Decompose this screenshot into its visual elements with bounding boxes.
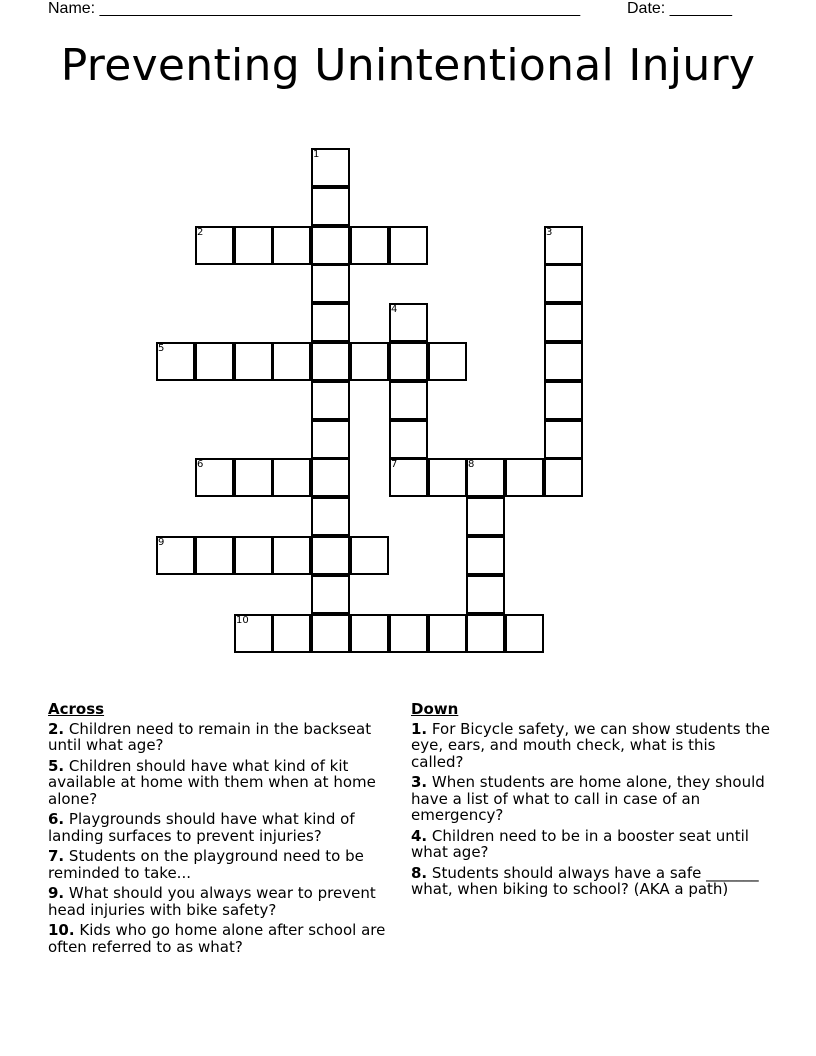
across-clue	[48, 758, 393, 808]
crossword-cell[interactable]	[466, 458, 505, 497]
crossword-cell[interactable]	[234, 614, 273, 653]
crossword-cell[interactable]	[505, 458, 544, 497]
clue-number: 4	[391, 304, 398, 315]
down-clue	[411, 774, 771, 824]
down-clue	[411, 828, 771, 861]
clue-text: Children need to be in a booster seat until what age?	[411, 826, 749, 861]
down-clue	[411, 865, 771, 898]
crossword-cell[interactable]	[389, 458, 428, 497]
clue-number: 7	[391, 459, 398, 470]
date-field[interactable]: Date: _______	[627, 0, 732, 17]
clue-number: 8	[468, 459, 475, 470]
crossword-cell[interactable]	[272, 342, 311, 381]
clue-number: 9	[158, 537, 165, 548]
clue-number-label: 4.	[411, 826, 428, 845]
clue-text: Children need to remain in the backseat until what age?	[48, 719, 372, 754]
crossword-cell[interactable]	[389, 226, 428, 265]
crossword-cell[interactable]	[234, 226, 273, 265]
clue-number-label: 8.	[411, 863, 428, 882]
crossword-cell[interactable]	[544, 303, 583, 342]
clue-text: Playgrounds should have what kind of landing surfaces to prevent injuries?	[48, 810, 355, 845]
crossword-cell[interactable]	[311, 536, 350, 575]
crossword-cell[interactable]	[234, 342, 273, 381]
crossword-cell[interactable]	[389, 381, 428, 420]
clue-number-label: 10.	[48, 921, 75, 939]
crossword-cell[interactable]	[428, 458, 467, 497]
crossword-cell[interactable]	[234, 536, 273, 575]
page-title: Preventing Unintentional Injury	[60, 40, 756, 91]
crossword-cell[interactable]	[272, 536, 311, 575]
crossword-cell[interactable]	[272, 226, 311, 265]
crossword-cell[interactable]	[195, 342, 234, 381]
clue-number: 3	[546, 227, 553, 238]
clue-text: Kids who go home alone after school are often referred to as what?	[48, 921, 386, 956]
crossword-cell[interactable]	[311, 226, 350, 265]
name-field[interactable]: Name: ______________________________________________________	[48, 0, 581, 17]
clue-number-label: 3.	[411, 773, 428, 791]
across-clue	[48, 922, 393, 955]
crossword-cell[interactable]	[311, 497, 350, 536]
clue-text: For Bicycle safety, we can show students the eye, ears, and mouth check, what is this called?	[411, 719, 770, 771]
crossword-cell[interactable]	[311, 381, 350, 420]
crossword-cell[interactable]	[311, 148, 350, 187]
crossword-cell[interactable]	[428, 342, 467, 381]
crossword-cell[interactable]	[195, 458, 234, 497]
clue-text: Students should always have a safe _______ what, when biking to school? (AKA a path)	[411, 863, 759, 898]
crossword-cell[interactable]	[311, 614, 350, 653]
clue-number: 10	[236, 615, 249, 626]
crossword-cell[interactable]	[234, 458, 273, 497]
crossword-cell[interactable]	[389, 614, 428, 653]
crossword-cell[interactable]	[389, 342, 428, 381]
clue-text: What should you always wear to prevent head injuries with bike safety?	[48, 884, 376, 919]
down-clue-list	[411, 721, 771, 898]
clue-number: 6	[197, 459, 204, 470]
clue-number-label: 6.	[48, 810, 65, 828]
crossword-cell[interactable]	[311, 575, 350, 614]
crossword-cell[interactable]	[544, 342, 583, 381]
crossword-cell[interactable]	[466, 575, 505, 614]
across-clues	[48, 701, 393, 959]
clue-number-label: 5.	[48, 756, 65, 775]
across-clue	[48, 811, 393, 844]
across-clue-list	[48, 721, 393, 956]
crossword-cell[interactable]	[466, 497, 505, 536]
crossword-cell[interactable]	[156, 536, 195, 575]
crossword-cell[interactable]	[350, 342, 389, 381]
crossword-cell[interactable]	[428, 614, 467, 653]
down-heading: Down	[411, 700, 459, 718]
clue-text: Children should have what kind of kit available at home with them when at home alone?	[48, 756, 376, 808]
crossword-cell[interactable]	[311, 420, 350, 459]
crossword-cell[interactable]	[389, 303, 428, 342]
clue-number: 2	[197, 227, 204, 238]
across-clue	[48, 885, 393, 918]
clue-number-label: 1.	[411, 719, 428, 738]
clue-text: Students on the playground need to be reminded to take...	[48, 847, 364, 882]
crossword-cell[interactable]	[272, 614, 311, 653]
crossword-cell[interactable]	[544, 420, 583, 459]
crossword-cell[interactable]	[311, 264, 350, 303]
crossword-cell[interactable]	[272, 458, 311, 497]
clue-number: 5	[158, 343, 165, 354]
across-clue	[48, 848, 393, 881]
clue-number: 1	[313, 149, 320, 160]
crossword-cell[interactable]	[544, 226, 583, 265]
crossword-cell[interactable]	[311, 458, 350, 497]
crossword-cell[interactable]	[466, 614, 505, 653]
across-heading: Across	[48, 700, 105, 718]
across-clue	[48, 721, 393, 754]
crossword-cell[interactable]	[311, 187, 350, 226]
clue-number-label: 7.	[48, 847, 65, 865]
crossword-cell[interactable]	[156, 342, 195, 381]
clue-number-label: 9.	[48, 884, 65, 902]
clue-text: When students are home alone, they should have a list of what to call in case of an emergency?	[411, 773, 765, 824]
crossword-cell[interactable]	[389, 420, 428, 459]
crossword-cell[interactable]	[350, 614, 389, 653]
down-clue	[411, 721, 771, 771]
crossword-cell[interactable]	[195, 226, 234, 265]
crossword-cell[interactable]	[505, 614, 544, 653]
crossword-cell[interactable]	[544, 381, 583, 420]
crossword-cell[interactable]	[466, 536, 505, 575]
crossword-cell[interactable]	[350, 226, 389, 265]
crossword-cell[interactable]	[311, 342, 350, 381]
down-clues	[411, 701, 771, 902]
crossword-cell[interactable]	[544, 458, 583, 497]
crossword-cell[interactable]	[195, 536, 234, 575]
clue-number-label: 2.	[48, 719, 65, 738]
crossword-cell[interactable]	[350, 536, 389, 575]
crossword-cell[interactable]	[311, 303, 350, 342]
crossword-cell[interactable]	[544, 264, 583, 303]
